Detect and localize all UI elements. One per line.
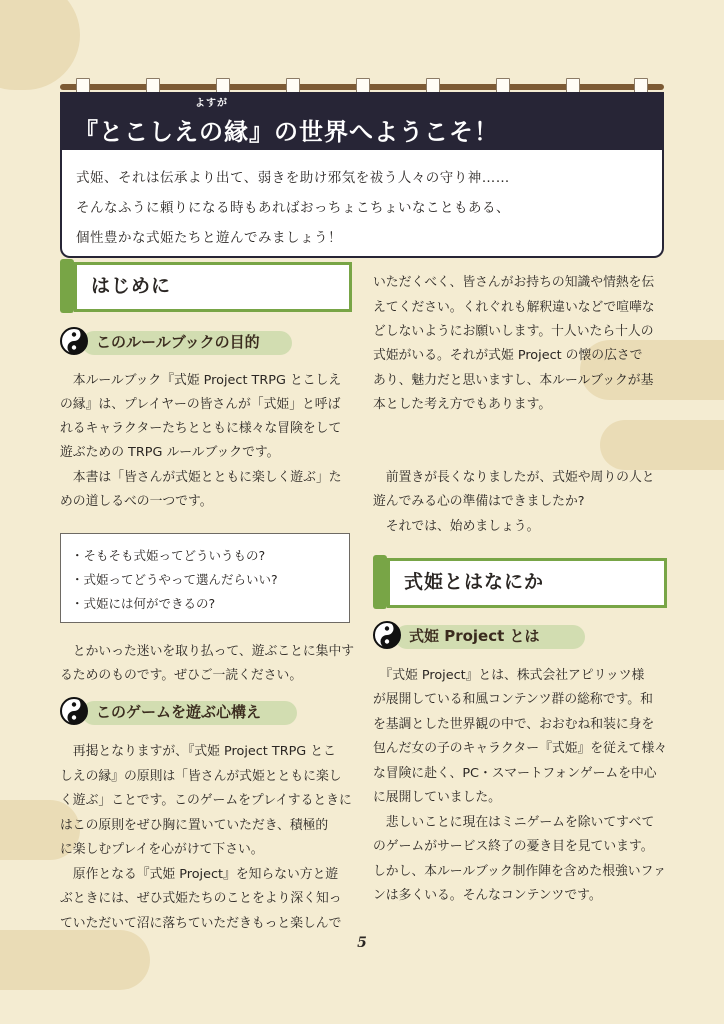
text-line: 式姫がいる。それが式姫 Project の懐の広さで — [373, 348, 643, 363]
intro-line: 式姫、それは伝承より出て、弱きを助け邪気を祓う人々の守り神…… — [76, 170, 510, 186]
subheading-label: このルールブックの目的 — [96, 333, 260, 351]
section-heading-shikihime — [373, 558, 667, 606]
subheading-label: 式姫 Project とは — [409, 627, 540, 645]
text-line: に楽しむプレイを心がけて下さい。 — [60, 842, 264, 857]
text-line: 本ルールブック『式姫 Project TRPG とこしえ — [60, 373, 342, 388]
intro-box — [60, 150, 664, 258]
text-line: 遊んでみる心の準備はできましたか? — [373, 494, 585, 509]
text-line: いただくべく、皆さんがお持ちの知識や情熱を伝 — [373, 275, 655, 290]
text-line: な冒険に赴く、PC・スマートフォンゲームを中心 — [373, 766, 657, 781]
subheading-mindset — [60, 697, 350, 727]
text-line: に展開していました。 — [373, 790, 501, 805]
text-line: るためのものです。ぜひご一読ください。 — [60, 668, 303, 683]
subheading-label: このゲームを遊ぶ心構え — [96, 703, 262, 721]
text-line: 再掲となりますが、『式姫 Project TRPG とこ — [60, 744, 336, 759]
text-line: めの道しるべの一つです。 — [60, 494, 213, 509]
text-line: が展開している和風コンテンツ群の総称です。和 — [373, 692, 653, 707]
text-line: ンは多くいる。そんなコンテンツです。 — [373, 888, 602, 903]
text-line: 『式姫 Project』とは、株式会社アピリッツ様 — [373, 668, 645, 683]
scroll-roll — [60, 259, 74, 313]
question-item: ・式姫には何ができるの? — [71, 596, 216, 611]
intro-line: そんなふうに頼りになる時もあればおっちょこちょいなこともある、 — [76, 200, 510, 216]
text-line: 原作となる『式姫 Project』を知らない方と遊 — [60, 867, 339, 882]
text-line: 前置きが長くなりましたが、式姫や周りの人と — [373, 470, 655, 485]
noren-curtain — [60, 92, 664, 150]
text-line: とかいった迷いを取り払って、遊ぶことに集中す — [60, 644, 355, 659]
bg-cloud-decoration — [0, 0, 80, 90]
bg-cloud-decoration — [600, 420, 724, 470]
section-heading-label: 式姫とはなにか — [404, 571, 545, 593]
title-ruby: よすが — [195, 98, 228, 109]
question-item: ・式姫ってどうやって選んだらいい? — [71, 572, 278, 587]
yin-yang-icon — [60, 697, 88, 725]
text-line: 包んだ女の子のキャラクター『式姫』を従えて様々 — [373, 741, 668, 756]
text-line: を基調とした世界観の中で、おおむね和装に身を — [373, 717, 655, 732]
text-line: はこの原則をぜひ胸に置いていただき、積極的 — [60, 818, 329, 833]
page-number: 5 — [357, 935, 367, 951]
yin-yang-icon — [60, 327, 88, 355]
text-line: ていただいて沼に落ちていただきもっと楽しんで — [60, 916, 342, 931]
text-line: しかし、本ルールブック制作陣を含めた根強いファ — [373, 864, 666, 879]
section-heading-label: はじめに — [91, 275, 172, 297]
text-line: ぶときには、ぜひ式姫たちのことをより深く知っ — [60, 891, 342, 906]
text-line: しえの縁』の原則は「皆さんが式姫とともに楽し — [60, 769, 342, 784]
text-line: えてください。くれぐれも解釈違いなどで喧嘩な — [373, 300, 655, 315]
intro-line: 個性豊かな式姫たちと遊んでみましょう！ — [76, 230, 342, 246]
text-line: 遊ぶための TRPG ルールブックです。 — [60, 445, 280, 460]
text-line: あり、魅力だと思いますし、本ルールブックが基 — [373, 373, 654, 388]
text-line: 本とした考え方でもあります。 — [373, 397, 552, 412]
section-heading-hajimeni — [60, 262, 352, 310]
scroll-body — [387, 558, 667, 608]
question-box — [60, 533, 350, 623]
text-line: どしないようにお願いします。十人いたら十人の — [373, 324, 654, 339]
text-line: れるキャラクターたちとともに様々な冒険をして — [60, 421, 342, 436]
subheading-project — [373, 621, 663, 651]
subheading-purpose — [60, 327, 350, 357]
text-line: それでは、始めましょう。 — [373, 519, 540, 534]
text-line: 本書は「皆さんが式姫とともに楽しく遊ぶ」た — [60, 470, 342, 485]
text-line: のゲームがサービス終了の憂き目を見ています。 — [373, 839, 654, 854]
scroll-body — [74, 262, 352, 312]
text-line: 悲しいことに現在はミニゲームを除いてすべて — [373, 815, 655, 830]
yin-yang-icon — [373, 621, 401, 649]
scroll-roll — [373, 555, 387, 609]
question-item: ・そもそも式姫ってどういうもの? — [71, 548, 266, 563]
page-title: 『とこしえの縁』の世界へようこそ！ — [74, 117, 499, 146]
text-line: の縁』は、プレイヤーの皆さんが「式姫」と呼ば — [60, 397, 341, 412]
text-line: く遊ぶ」ことです。このゲームをプレイするときに — [60, 793, 352, 808]
